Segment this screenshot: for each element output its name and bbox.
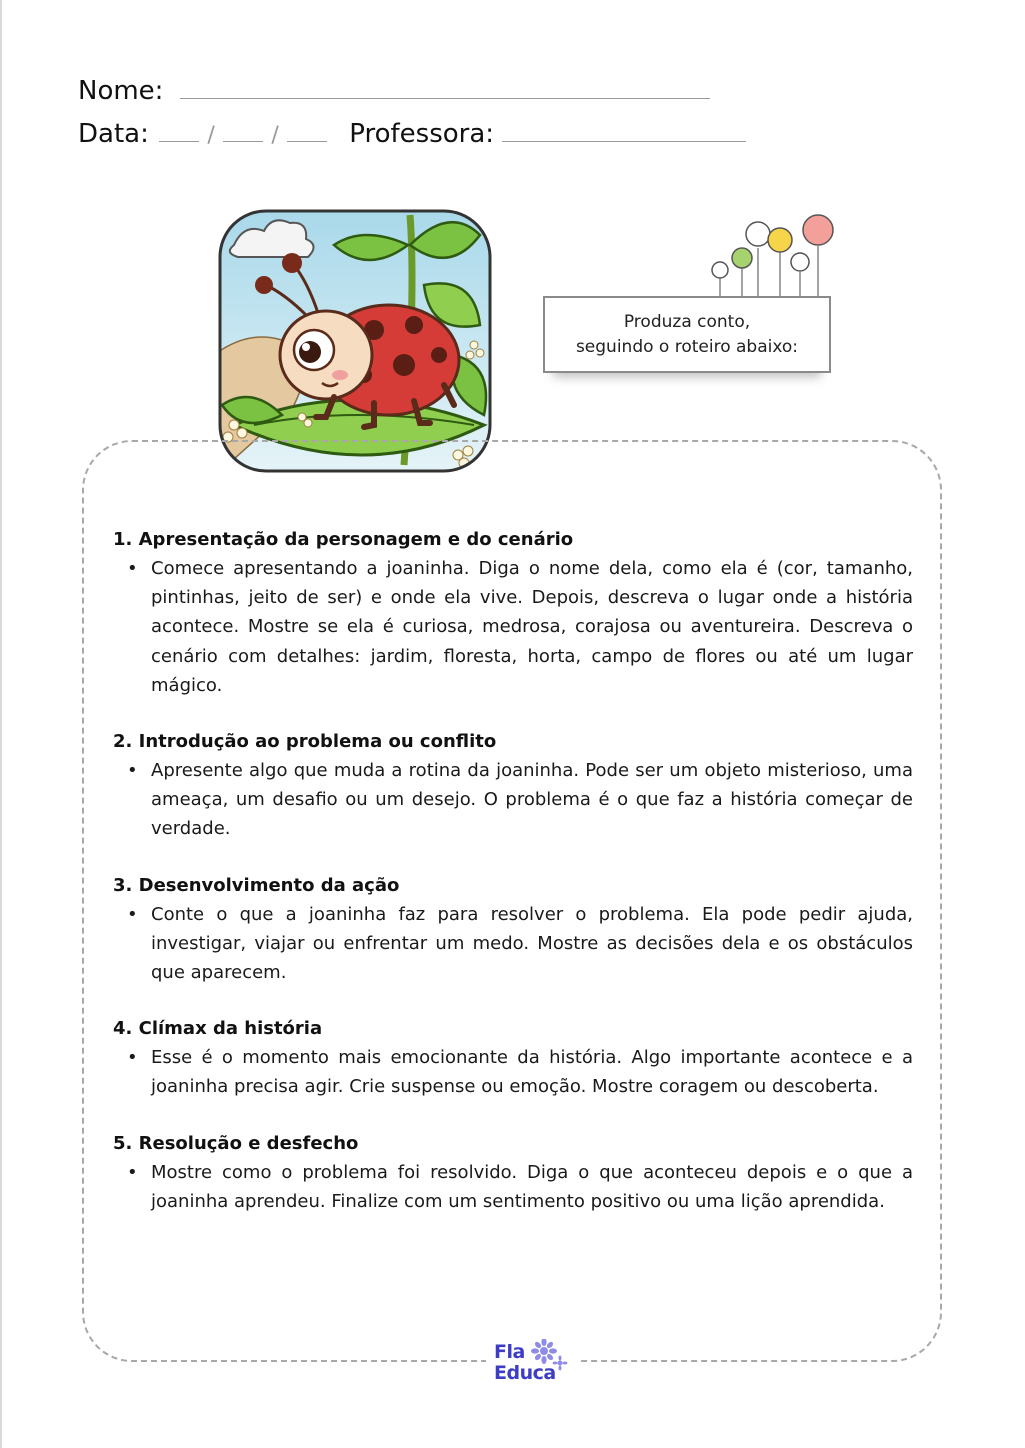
name-row <box>78 74 710 106</box>
teacher-field[interactable] <box>502 117 746 142</box>
instruction-line: seguindo o roteiro abaixo: <box>575 336 799 357</box>
date-separator: / <box>207 123 215 148</box>
date-day-field[interactable] <box>159 117 199 142</box>
step-text: • Conte o que a joaninha faz para resolver o problema. Ela pode pedir ajuda, investigar, viajar ou enfrentar um medo. Mostre as decisões dela e os obstáculos que aparecem. <box>113 900 913 988</box>
logo-text: Fla <box>494 1341 525 1363</box>
name-field[interactable] <box>180 74 710 99</box>
logo-text: Educa <box>494 1362 556 1384</box>
step-item <box>113 1014 913 1101</box>
ladybug-on-leaf-illustration <box>214 205 496 477</box>
teacher-label: Professora: <box>349 119 495 149</box>
instruction-box <box>543 296 831 373</box>
date-year-field[interactable] <box>287 117 327 142</box>
step-title: 4. Clímax da história <box>113 1018 323 1040</box>
step-text: • Apresente algo que muda a rotina da joaninha. Pode ser um objeto misterioso, uma ameaça, um desafio ou um desejo. O problema é o que faz a história começar de verdade. <box>113 756 913 844</box>
date-teacher-row <box>78 117 746 149</box>
step-item <box>113 525 913 700</box>
name-label: Nome: <box>78 76 164 106</box>
step-item <box>113 1129 913 1216</box>
step-title: 5. Resolução e desfecho <box>113 1132 359 1154</box>
date-month-field[interactable] <box>223 117 263 142</box>
step-text: • Esse é o momento mais emocionante da história. Algo importante acontece e a joaninha precisa agir. Crie suspense ou emoção. Mostre coragem ou descoberta. <box>113 1043 913 1101</box>
step-title: 3. Desenvolvimento da ação <box>113 874 400 896</box>
step-text: • Comece apresentando a joaninha. Diga o nome dela, como ela é (cor, tamanho, pintinhas, jeito de ser) e onde ela vive. Depois, descreva o lugar onde a história acontece. Mostre se ela é curiosa, medrosa, corajosa ou aventureira. Descreva o cenário com detalhes: jardim, floresta, horta, campo de flores ou até um lugar mágico. <box>113 554 913 700</box>
step-title: 1. Apresentação da personagem e do cenário <box>113 529 574 550</box>
step-text: • Mostre como o problema foi resolvido. Diga o que aconteceu depois e o que a joaninha aprendeu. Finalize com um sentimento positivo ou uma lição aprendida. <box>113 1158 913 1216</box>
step-title: 2. Introdução ao problema ou conflito <box>113 731 497 753</box>
lightbulbs-icon <box>706 212 840 304</box>
step-item <box>113 871 913 988</box>
instruction-line: Produza conto, <box>623 311 751 332</box>
date-separator: / <box>271 123 279 148</box>
date-label: Data: <box>78 119 149 149</box>
page-edge <box>0 0 2 1448</box>
story-steps <box>113 525 913 1243</box>
flaeduca-logo <box>486 1337 578 1391</box>
step-item <box>113 727 913 844</box>
